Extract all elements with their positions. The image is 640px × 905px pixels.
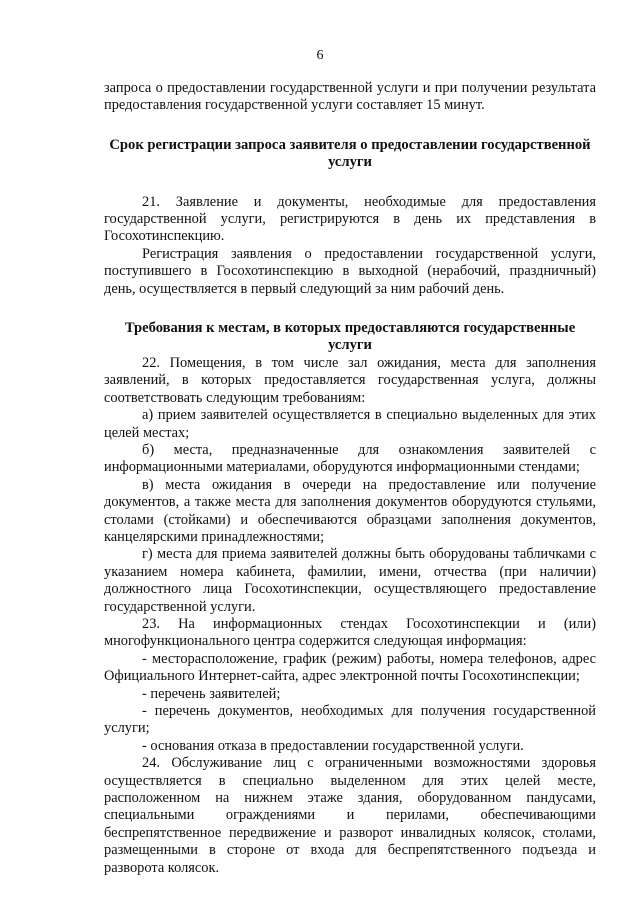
paragraph-22: 22. Помещения, в том числе зал ожидания, места для заполнения заявлений, в которых предоставляется государственная услуга, должны соответствовать следующим требованиям: xyxy=(104,354,596,406)
paragraph-23-refusal: - основания отказа в предоставлении государственной услуги. xyxy=(142,737,524,754)
paragraph-24: 24. Обслуживание лиц с ограниченными возможностями здоровья осуществляется в специально выделенном для этих целей месте, расположенном на нижнем этаже здания, оборудованном пандусами, специальными ограждениями и перилами, обеспечивающими беспрепятственное передвижение и разворот инвалидных колясок, столами, размещенными в стороне от входа для беспрепятственного подъезда и разворота колясок. xyxy=(104,755,596,876)
heading-registration-term: Срок регистрации запроса заявителя о предоставлении государственной услуги xyxy=(109,136,591,171)
paragraph-22-b: б) места, предназначенные для ознакомления заявителей с информационными материалами, оборудуются информационными стендами; xyxy=(104,441,596,476)
paragraph-23: 23. На информационных стендах Госохотинспекции и (или) многофункционального центра содержится следующая информация: xyxy=(104,615,596,650)
paragraph-22-c: в) места ожидания в очереди на предоставление или получение документов, а также места для заполнения документов оборудуются стульями, столами (стойками) и обеспечиваются образцами заполнения документов, канцелярскими принадлежностями; xyxy=(104,476,596,545)
document-body xyxy=(104,80,596,877)
paragraph-21-registration: Регистрация заявления о предоставлении государственной услуги, поступившего в Госохотинспекцию в выходной (нерабочий, праздничный) день, осуществляется в первый следующий за ним рабочий день. xyxy=(104,245,596,297)
paragraph-23-documents: - перечень документов, необходимых для получения государственной услуги; xyxy=(104,703,596,737)
paragraph-intro: запроса о предоставлении государственной услуги и при получении результата предоставления государственной услуги составляет 15 минут. xyxy=(104,80,596,114)
paragraph-23-applicants: - перечень заявителей; xyxy=(142,685,281,702)
paragraph-23-location: - месторасположение, график (режим) работы, номера телефонов, адрес Официального Интернет-сайта, адрес электронной почты Госохотинспекции; xyxy=(104,650,596,685)
page-number: 6 xyxy=(316,48,324,63)
paragraph-21: 21. Заявление и документы, необходимые для предоставления государственной услуги, регистрируются в день их представления в Госохотинспекцию. xyxy=(104,193,596,245)
paragraph-22-a: а) прием заявителей осуществляется в специально выделенных для этих целей местах; xyxy=(104,407,596,441)
paragraph-22-d: г) места для приема заявителей должны быть оборудованы табличками с указанием номера кабинета, фамилии, имени, отчества (при наличии) должностного лица Госохотинспекции, осуществляющего предоставление государственной услуги. xyxy=(104,546,596,615)
heading-place-requirements: Требования к местам, в которых предоставляются государственные услуги xyxy=(124,320,576,354)
